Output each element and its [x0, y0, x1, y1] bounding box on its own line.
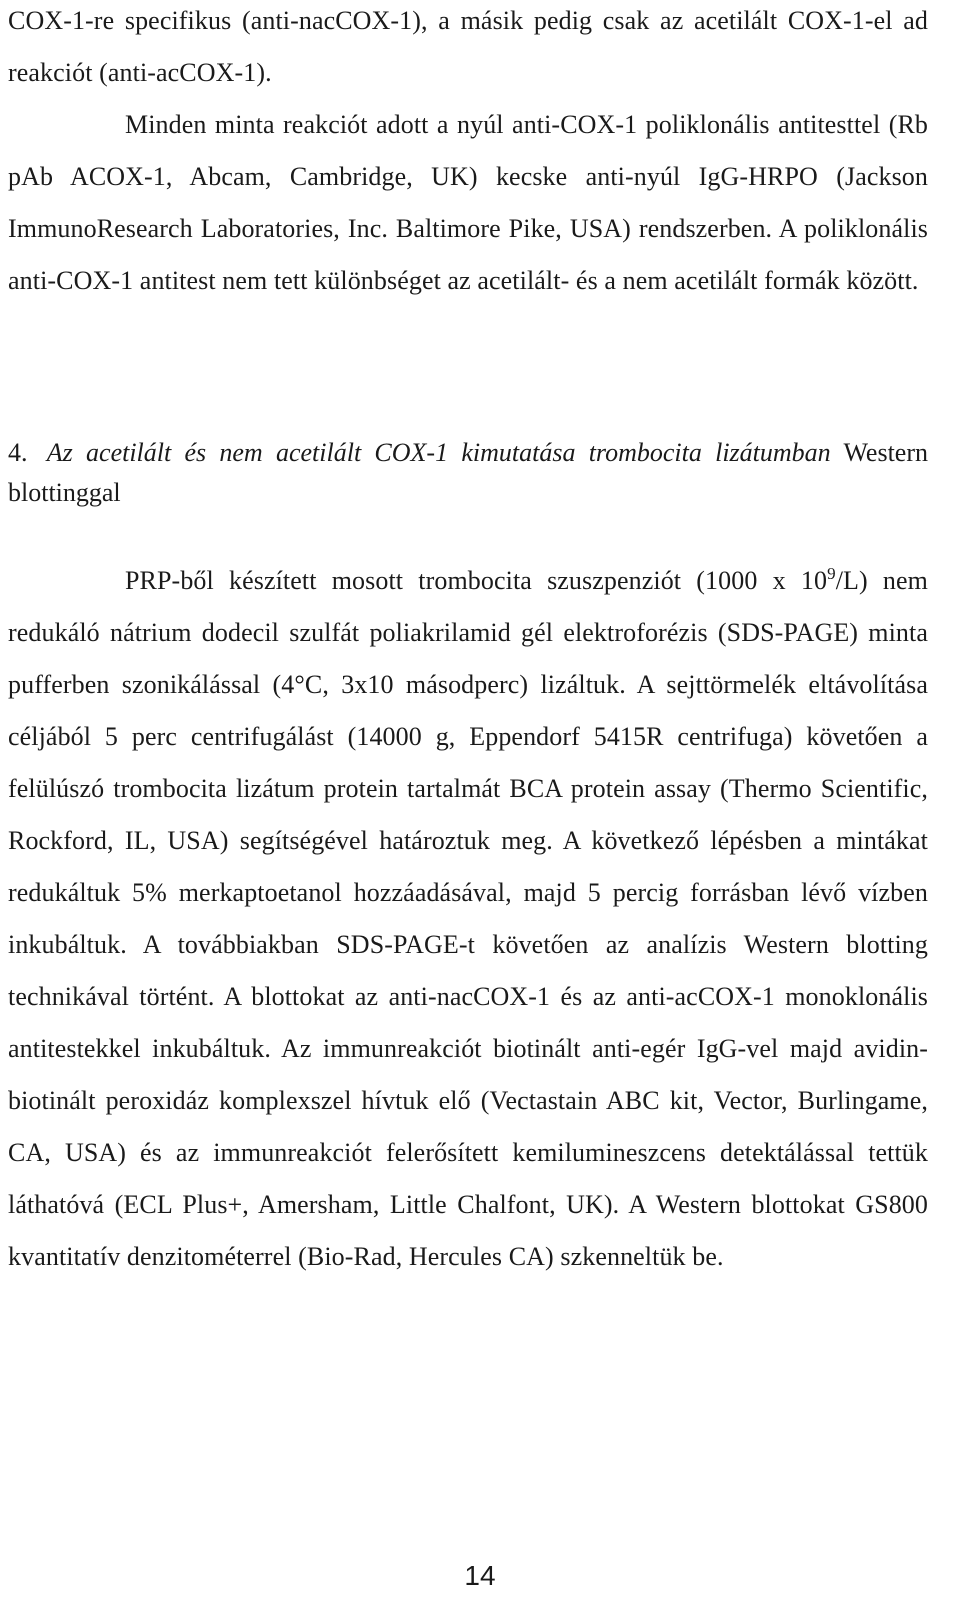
- section-title-rest: Western blottinggal: [8, 438, 929, 507]
- section-heading: [8, 433, 928, 513]
- exponent-superscript: 9: [827, 564, 836, 583]
- paragraph-1: [8, 0, 928, 307]
- paragraph-2: [8, 555, 928, 1283]
- section-number: 4.: [8, 438, 28, 467]
- paragraph-2-text-start: PRP-ből készített mosott trombocita szuszpenziót (1000 x 10: [125, 566, 828, 595]
- page-number: 14: [464, 1560, 496, 1591]
- paragraph-2-text-rest: /L) nem redukáló nátrium dodecil szulfát poliakrilamid gél elektroforézis (SDS-PAGE) minta pufferben szonikálással (4°C, 3x10 másodperc) lizáltuk. A sejttörmelék eltávolítása céljából 5 perc centrifugálást (14000 g, Eppendorf 5415R centrifuga) követően a felülúszó trombocita lizátum protein tartalmát BCA protein assay (Thermo Scientific, Rockford, IL, USA) segítségével határoztuk meg. A következő lépésben a mintákat redukáltuk 5% merkaptoetanol hozzáadásával, majd 5 percig forrásban lévő vízben inkubáltuk. A továbbiakban SDS-PAGE-t követően az analízis Western blotting technikával történt. A blottokat az anti-nacCOX-1 és az anti-acCOX-1 monoklonális antitestekkel inkubáltuk. Az immunreakciót biotinált anti-egér IgG-vel majd avidin-biotinált peroxidáz komplexszel hívtuk elő (Vectastain ABC kit, Vector, Burlingame, CA, USA) és az immunreakciót felerősített kemilumineszcens detektálással tettük láthatóvá (ECL Plus+, Amersham, Little Chalfont, UK). A Western blottokat GS800 kvantitatív denzitométerrel (Bio-Rad, Hercules CA) szkenneltük be.: [8, 566, 928, 1271]
- paragraph-1-continuation: COX-1-re specifikus (anti-nacCOX-1), a másik pedig csak az acetilált COX-1-el ad reakciót (anti-acCOX-1).: [8, 6, 928, 87]
- section-title-italic: Az acetilált és nem acetilált COX-1 kimutatása trombocita lizátumban: [46, 438, 831, 467]
- paragraph-1-body: Minden minta reakciót adott a nyúl anti-COX-1 poliklonális antitesttel (Rb pAb ACOX-1, Abcam, Cambridge, UK) kecske anti-nyúl IgG-HRPO (Jackson ImmunoResearch Laboratories, Inc. Baltimore Pike, USA) rendszerben. A poliklonális anti-COX-1 antitest nem tett különbséget az acetilált- és a nem acetilált formák között.: [8, 110, 928, 295]
